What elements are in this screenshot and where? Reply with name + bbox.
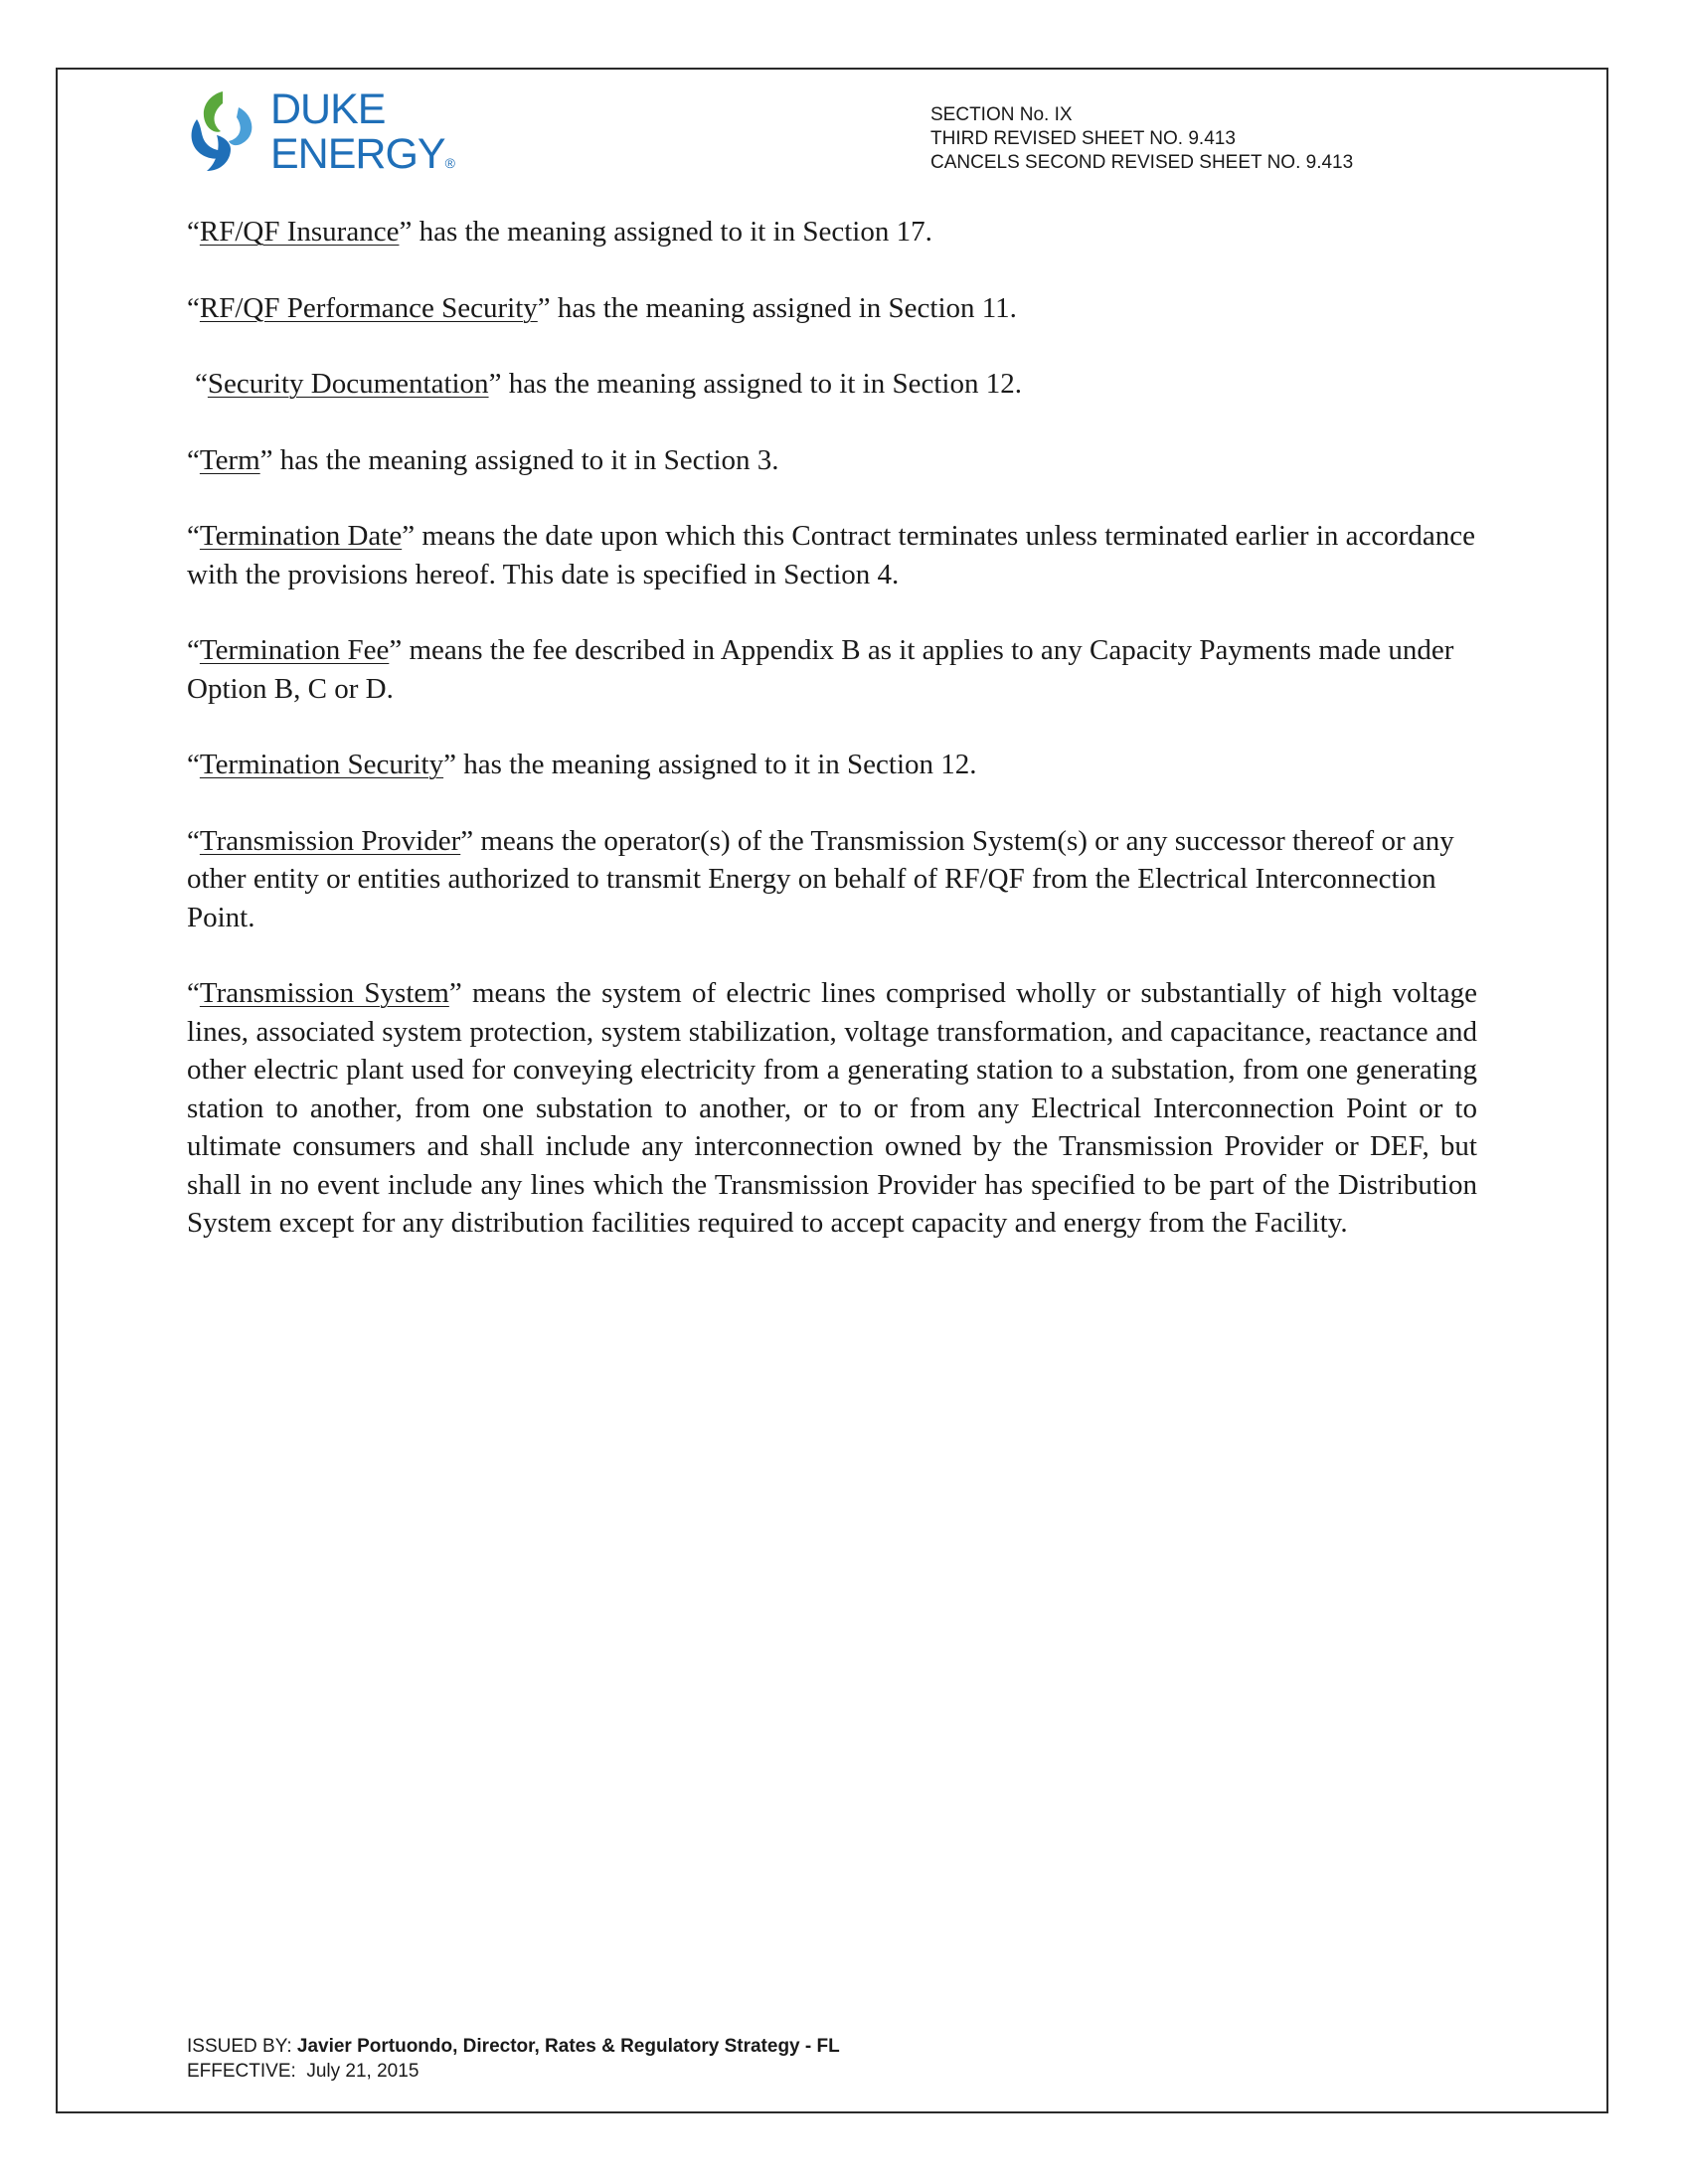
open-quote: “ [187,443,200,476]
open-quote: “ [195,368,208,400]
open-quote: “ [187,216,200,248]
definition-text: means the operator(s) of the Transmission System(s) or any successor thereof or any other entity or entities authorized to transmit Energy on behalf of RF/QF from the Electrical Interconnection Point. [187,824,1454,933]
issued-by-line [187,2034,840,2059]
issuance-footer [187,2034,840,2084]
open-quote: “ [187,291,200,324]
definition-termination-security [187,746,1477,784]
defined-term: Transmission Provider [199,824,461,857]
issued-by-value: Javier Portuondo, Director, Rates & Regulatory Strategy - FL [296,2036,840,2057]
open-quote: “ [187,824,200,857]
definition-text: has the meaning assigned to it in Section 12. [455,749,977,780]
definition-text: has the meaning assigned in Section 11. [550,291,1017,324]
logo-energy-text: ENERGY [270,130,445,178]
defined-term: Transmission System [199,977,449,1009]
definition-text: means the date upon which this Contract terminates unless terminated earlier in accordance with the provisions hereof. This date is specified in Section 4. [187,520,1476,590]
effective-label: EFFECTIVE: [187,2061,307,2082]
open-quote: “ [187,520,200,552]
sheet-number: THIRD REVISED SHEET NO. 9.413 [930,128,1236,149]
definition-text: has the meaning assigned to it in Section 17. [412,216,932,248]
definition-termination-date [187,517,1477,593]
close-quote: ” [460,824,474,857]
defined-term: RF/QF Performance Security [199,291,538,324]
section-number: SECTION No. IX [930,104,1073,125]
open-quote: “ [187,634,200,666]
defined-term: Termination Date [199,520,403,552]
definition-transmission-system [187,974,1477,1243]
registered-mark: ® [444,155,454,171]
definition-rfqf-insurance [187,213,1477,252]
effective-date: July 21, 2015 [306,2061,420,2082]
logo-wordmark [270,87,454,186]
definition-rfqf-performance-security [187,289,1477,328]
issued-by-label: ISSUED BY: [187,2036,297,2057]
logo-line-energy [270,132,454,186]
definition-text: has the meaning assigned to it in Section 12. [501,368,1022,400]
definition-transmission-provider [187,822,1477,937]
defined-term: Termination Fee [199,634,390,666]
defined-term: Security Documentation [207,368,489,400]
definition-term [187,441,1477,480]
close-quote: ” [537,291,551,324]
cancels-sheet: CANCELS SECOND REVISED SHEET NO. 9.413 [930,152,1354,173]
close-quote: ” [448,977,462,1009]
definition-text: means the fee described in Appendix B as it applies to any Capacity Payments made under Option B, C or D. [187,634,1454,705]
close-quote: ” [488,368,502,400]
close-quote: ” [443,749,456,780]
definitions-list [187,213,1477,1280]
open-quote: “ [187,977,200,1009]
duke-energy-logo-icon [177,85,268,177]
open-quote: “ [187,749,200,780]
logo-line-duke: DUKE [270,85,386,133]
defined-term: Termination Security [199,749,444,780]
defined-term: RF/QF Insurance [199,216,400,248]
close-quote: ” [259,443,273,476]
defined-term: Term [199,443,260,476]
definition-security-documentation [187,365,1477,404]
definition-termination-fee [187,631,1477,708]
sheet-header [930,103,1353,175]
definition-text: means the system of electric lines comprised wholly or substantially of high voltage lines, associated system protection, system stabilization, voltage transformation, and capacitance, reactance and other electric plant used for conveying electricity from a generating station to a substation, from one generating station to another, from one substation to another, or to or from any Electrical Interconnection Point or to ultimate consumers and shall include any interconnection owned by the Transmission Provider or DEF, but shall in no event include any lines which the Transmission Provider has specified to be part of the Distribution System except for any distribution facilities required to accept capacity and energy from the Facility. [187,977,1477,1239]
definition-text: has the meaning assigned to it in Section 3. [272,443,779,476]
effective-line [187,2059,840,2084]
duke-energy-logo [177,84,475,183]
close-quote: ” [402,520,416,552]
close-quote: ” [389,634,403,666]
close-quote: ” [399,216,413,248]
